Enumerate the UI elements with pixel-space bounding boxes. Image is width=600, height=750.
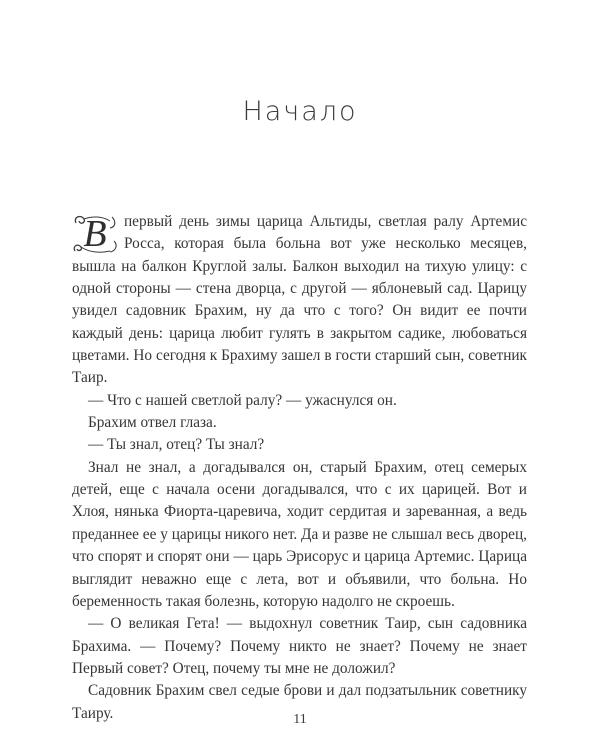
page-number: 11 [293,712,307,727]
paragraph-1-text: первый день зимы царица Альтиды, светлая ралу Артемис Росса, которая была больна вот уже несколько месяцев, вышла на балкон Круглой залы. Балкон выходил на тихую улицу: с одной стороны — стена дворца, с другой — яблоневый сад. Царицу увидел садовник Брахим, ну да что с того? Он видит ее почти каждый день: царица любит гулять в закрытом садике, любоваться цветами. Но сегодня к Брахиму зашел в гости старший сын, советник Таир. [72,213,527,387]
paragraph-1 [72,211,527,390]
paragraph-7: Садовник Брахим свел седые брови и дал подзатыльник советнику Таиру. [72,682,527,722]
paragraph-3: Брахим отвел глаза. [88,414,217,432]
chapter-title: Начало [242,96,358,127]
paragraph-4: — Ты знал, отец? Ты знал? [88,436,265,454]
paragraph-6: — О великая Гета! — выдохнул советник Таир, сын садовника Брахима. — Почему? Почему никто не знает? Почему не знает Первый совет? Отец, почему ты мне не доложил? [72,615,527,677]
paragraph-2: — Что с нашей светлой ралу? — ужаснулся он. [88,391,397,409]
chapter-body [72,211,527,725]
paragraph-5: Знал не знал, а догадывался он, старый Брахим, отец семерых детей, еще с начала осени догадывался, что с их царицей. Вот и Хлоя, нянька Фиорта-царевича, ходит сердитая и зареванная, а ведь преданнее ее у царицы никого нет. Да и разве не слышал весь дворец, что спорят и спорят они — царь Эрисорус и царица Артемис. Царица выглядит неважно еще с лета, вот и объявили, что больна. Но беременность такая болезнь, которую надолго не скроешь. [72,458,527,610]
drop-cap-letter: В [83,213,107,255]
drop-cap-ornament [72,213,118,255]
